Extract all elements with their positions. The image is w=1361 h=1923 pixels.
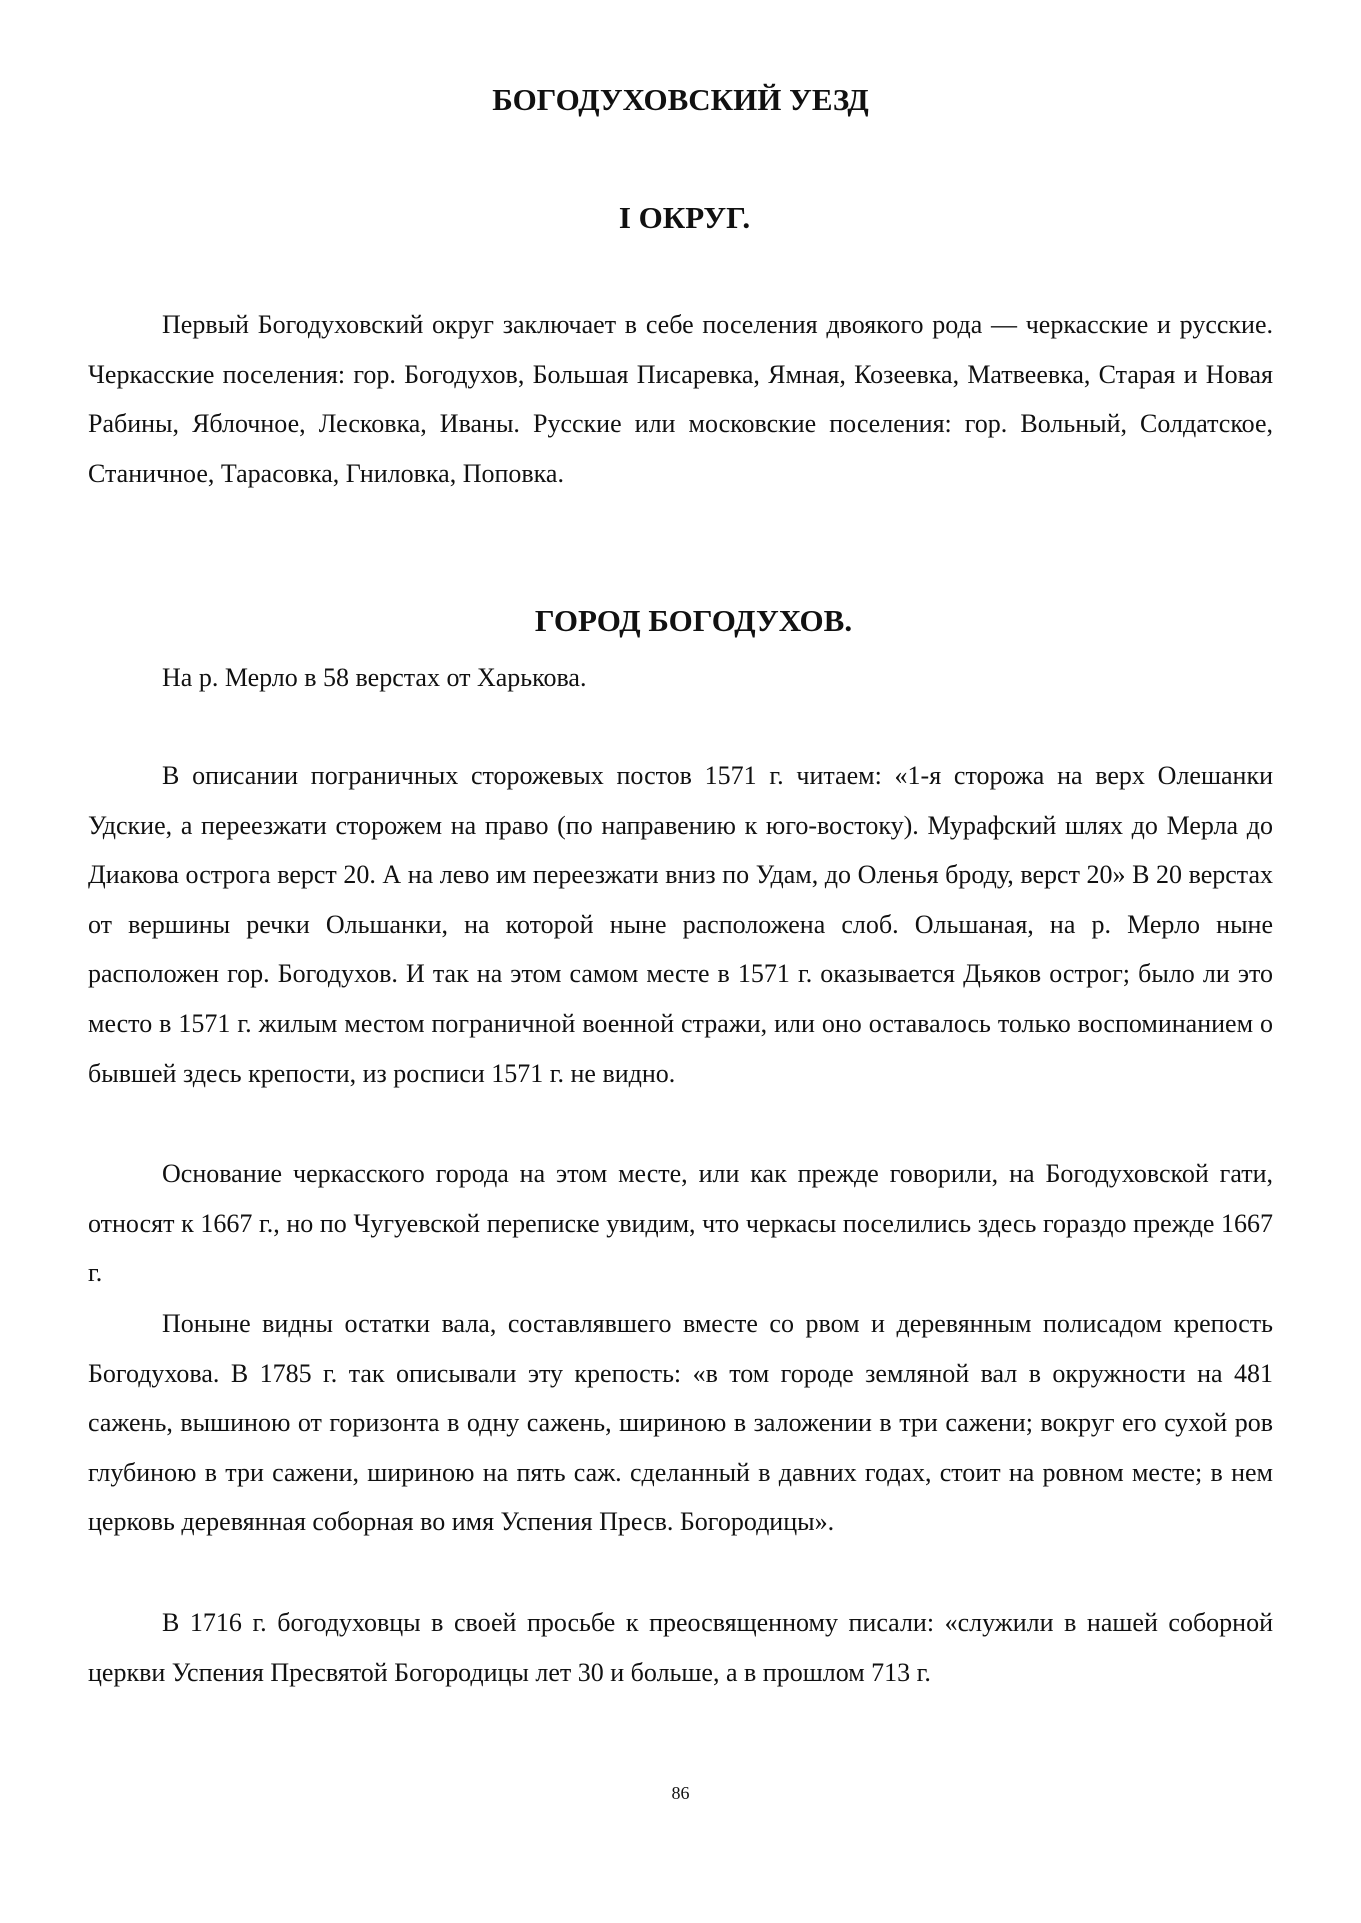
founding-paragraph: Основание черкасского города на этом месте, или как прежде говорили, на Богодуховской гати, относят к 1667 г., но по Чугуевской переписке увидим, что черкасы поселились здесь гораздо прежде 1667 г.	[88, 1159, 1273, 1288]
county-heading: БОГОДУХОВСКИЙ УЕЗД	[492, 82, 869, 117]
city-location-paragraph: На р. Мерло в 58 верстах от Харькова.	[162, 663, 587, 692]
city-heading: ГОРОД БОГОДУХОВ.	[534, 603, 853, 638]
fortress-paragraph: Поныне видны остатки вала, составлявшего вместе со рвом и деревянным полисадом крепость Богодухова. В 1785 г. так описывали эту крепость: «в том городе земляной вал в окружности на 481 сажень, вышиною от горизонта в одну сажень, шириною в заложении в три сажени; вокруг его сухой ров глубиною в три сажени, шириною на пять саж. сделанный в давних годах, стоит на ровном месте; в нем церковь деревянная соборная во имя Успения Пресв. Богородицы».	[88, 1309, 1273, 1537]
okrug-description-paragraph: Первый Богодуховский округ заключает в себе поселения двоякого рода — черкасские и русские. Черкасские поселения: гор. Богодухов, Большая Писаревка, Ямная, Козеевка, Матвеевка, Старая и Новая Рабины, Яблочное, Лесковка, Иваны. Русские или московские поселения: гор. Вольный, Солдатское, Станичное, Тарасовка, Гниловка, Поповка.	[88, 310, 1273, 488]
okrug-heading: I ОКРУГ.	[618, 200, 751, 235]
page-number: 86	[671, 1783, 690, 1803]
border-posts-1571-paragraph: В описании пограничных сторожевых постов 1571 г. читаем: «1-я сторожа на верх Олешанки Удские, а переезжати сторожем на право (по направению к юго-востоку). Мурафский шлях до Мерла до Диакова острога верст 20. А на лево им переезжати вниз по Удам, до Оленья броду, верст 20» В 20 верстах от вершины речки Ольшанки, на которой ныне расположена слоб. Ольшаная, на р. Мерло ныне расположен гор. Богодухов. И так на этом самом месте в 1571 г. оказывается Дьяков острог; было ли это место в 1571 г. жилым местом пограничной военной стражи, или оно оставалось только воспоминанием о бывшей здесь крепости, из росписи 1571 г. не видно.	[88, 761, 1273, 1088]
petition-1716-paragraph: В 1716 г. богодуховцы в своей просьбе к преосвященному писали: «служили в нашей соборной церкви Успения Пресвятой Богородицы лет 30 и больше, а в прошлом 713 г.	[88, 1608, 1273, 1687]
